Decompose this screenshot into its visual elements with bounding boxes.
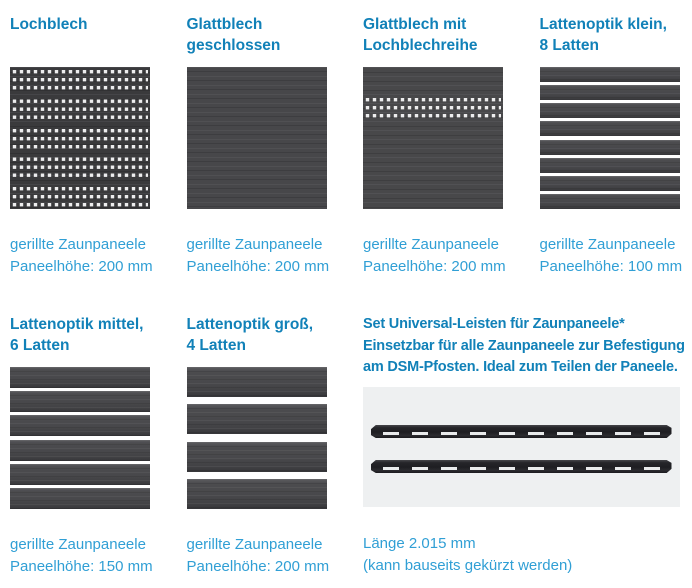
product-caption-line: gerillte Zaunpaneele: [363, 236, 499, 253]
product-tile-lattenoptik-klein: [539, 14, 683, 278]
slat: [540, 121, 680, 136]
slat: [540, 194, 680, 209]
slat: [540, 103, 680, 118]
set-caption-line: (kann bauseits gekürzt werden): [363, 557, 573, 574]
product-caption: [10, 534, 153, 578]
set-title: [363, 314, 685, 387]
slat: [10, 367, 150, 388]
product-title: [187, 14, 327, 67]
product-caption-line: Paneelhöhe: 200 mm: [363, 258, 506, 275]
product-title-line: 6 Latten: [10, 337, 70, 354]
slat: [10, 391, 150, 412]
set-universal-leisten-block: [363, 314, 685, 578]
slat: [10, 464, 150, 485]
product-tile-lattenoptik-mittel: [10, 314, 153, 578]
mounting-rail: [371, 460, 672, 473]
slat: [540, 67, 680, 82]
slats-6-graphic: [10, 367, 150, 509]
product-caption-line: gerillte Zaunpaneele: [186, 536, 323, 553]
product-title-line: Glattblech: [186, 16, 263, 33]
slat: [540, 140, 680, 155]
product-title: [540, 14, 680, 67]
slat: [540, 85, 680, 100]
slat: [187, 442, 327, 472]
set-caption-line: Länge 2.015 mm: [363, 535, 476, 552]
product-title: [363, 14, 503, 67]
mounting-rail: [371, 425, 672, 438]
product-image-perforated-sheet: [10, 67, 150, 209]
product-caption: [363, 234, 506, 278]
product-caption: [186, 534, 330, 578]
product-caption-line: gerillte Zaunpaneele: [10, 236, 146, 253]
product-title-line: geschlossen: [186, 37, 281, 54]
perforated-sheet-graphic: [10, 67, 150, 209]
product-title: [187, 314, 327, 367]
product-caption-line: Paneelhöhe: 200 mm: [186, 558, 330, 575]
mounting-rails-image: [363, 387, 680, 507]
slat: [10, 440, 150, 461]
slats-8-graphic: [540, 67, 680, 209]
product-caption: [539, 234, 683, 278]
slat: [10, 415, 150, 436]
slat: [187, 479, 327, 509]
slat: [187, 404, 327, 434]
product-tile-lochblech: [10, 14, 153, 278]
product-tile-glattblech-lochblechreihe: [363, 14, 506, 278]
product-image-slats-8: [540, 67, 680, 209]
product-image-slats-6: [10, 367, 150, 509]
product-caption-line: gerillte Zaunpaneele: [186, 236, 323, 253]
product-title-line: Lattenoptik mittel,: [10, 316, 144, 333]
slat: [187, 367, 327, 397]
product-title-line: 4 Latten: [186, 337, 246, 354]
product-title-line: 8 Latten: [539, 37, 599, 54]
product-caption-line: Paneelhöhe: 200 mm: [10, 258, 153, 275]
product-caption-line: Paneelhöhe: 100 mm: [539, 258, 683, 275]
product-caption: [10, 234, 153, 278]
product-caption-line: gerillte Zaunpaneele: [539, 236, 676, 253]
product-title: [10, 314, 150, 367]
set-caption: [363, 533, 680, 577]
set-title-line: Einsetzbar für alle Zaunpaneele zur Befestigung: [363, 337, 685, 354]
slat: [540, 176, 680, 191]
product-caption-line: Paneelhöhe: 150 mm: [10, 558, 153, 575]
product-title-line: Lochblech: [10, 16, 88, 33]
product-caption: [186, 234, 330, 278]
product-title-line: Glattblech mit: [363, 16, 467, 33]
set-title-line: am DSM-Pfosten. Ideal zum Teilen der Paneele.: [363, 359, 678, 375]
set-title-line: Set Universal-Leisten für Zaunpaneele*: [363, 316, 625, 332]
product-grid: [10, 14, 685, 578]
smooth-sheet-perforated-row-graphic: [363, 67, 503, 209]
product-caption-line: gerillte Zaunpaneele: [10, 536, 146, 553]
product-image-smooth-sheet: [187, 67, 327, 209]
product-title-line: Lochblechreihe: [363, 37, 478, 54]
product-tile-glattblech-geschlossen: [186, 14, 330, 278]
product-tile-lattenoptik-gross: [186, 314, 330, 578]
smooth-sheet-graphic: [187, 67, 327, 209]
slats-4-graphic: [187, 367, 327, 509]
product-title-line: Lattenoptik groß,: [186, 316, 314, 333]
product-image-slats-4: [187, 367, 327, 509]
slat: [540, 158, 680, 173]
slat: [10, 488, 150, 509]
product-image-smooth-sheet-with-perforated-row: [363, 67, 503, 209]
product-title: [10, 14, 150, 67]
product-title-line: Lattenoptik klein,: [539, 16, 667, 33]
product-caption-line: Paneelhöhe: 200 mm: [186, 258, 330, 275]
